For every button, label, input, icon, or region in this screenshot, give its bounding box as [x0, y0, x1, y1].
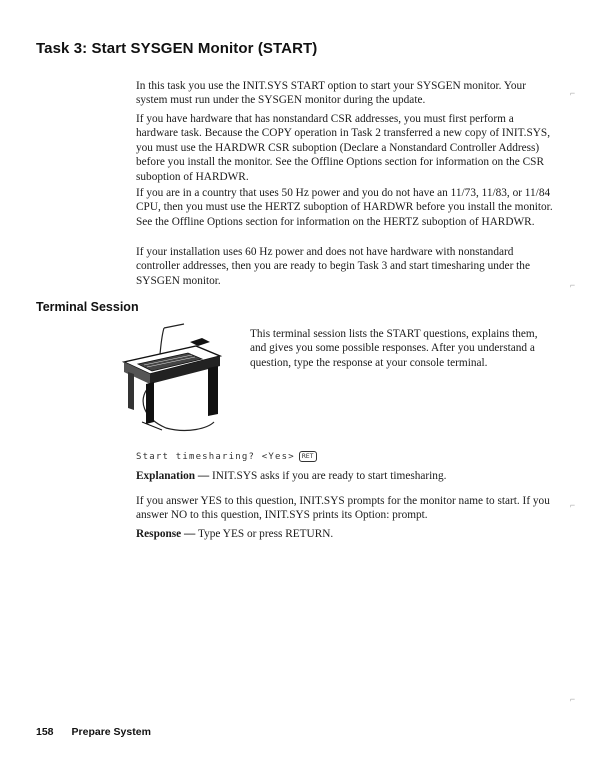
paragraph-intro: In this task you use the INIT.SYS START option to start your SYSGEN monitor. Your system must run under the SYSGEN monitor during the update.: [136, 80, 526, 107]
explanation-label: Explanation —: [136, 470, 210, 482]
margin-mark: ⌐: [570, 694, 576, 704]
response: [136, 527, 556, 541]
prompt-text: Start timesharing? <Yes>: [136, 452, 295, 462]
paragraph-csr: If you have hardware that has nonstandard CSR addresses, you must first perform a hardware task. Because the COPY operation in Task 2 transferred a new copy of INIT.SYS, you must use the HARDWR CSR suboption (Declare a Nonstandard Controller Address) before you install the monitor. See the Offline Options section for information on the CSR suboption of HARDWR.: [136, 113, 551, 183]
terminal-prompt: [136, 451, 317, 462]
paragraph-60hz: If your installation uses 60 Hz power and does not have hardware with nonstandard controller addresses, then you are ready to begin Task 3 and start timesharing under the SYSGEN monitor.: [136, 246, 530, 287]
margin-mark: ⌐: [570, 280, 576, 290]
explanation: [136, 469, 556, 483]
terminal-session-intro: This terminal session lists the START questions, explains them, and gives you some possible responses. After you understand a question, type the response at your console terminal.: [250, 328, 538, 369]
page-footer: [36, 726, 151, 738]
answer-note: If you answer YES to this question, INIT.SYS prompts for the monitor name to start. If you answer NO to this question, INIT.SYS prints its Option: prompt.: [136, 495, 550, 522]
footer-section: Prepare System: [71, 726, 151, 738]
paragraph-hertz: If you are in a country that uses 50 Hz power and you do not have an 11/73, 11/83, or 11/84 CPU, then you must use the HERTZ suboption of HARDWR before you install the monitor. See the Offline Options section for information on the HERTZ suboption of HARDWR.: [136, 187, 553, 228]
margin-mark: ⌐: [570, 500, 576, 510]
page-title: Task 3: Start SYSGEN Monitor (START): [36, 40, 318, 57]
return-key-icon: RET: [299, 451, 317, 462]
response-label: Response —: [136, 528, 196, 540]
margin-mark: ⌐: [570, 88, 576, 98]
explanation-text: INIT.SYS asks if you are ready to start timesharing.: [211, 470, 447, 482]
response-text: Type YES or press RETURN.: [197, 528, 334, 540]
terminal-illustration: [118, 318, 230, 436]
page-number: 158: [36, 726, 54, 738]
section-heading: Terminal Session: [36, 300, 139, 314]
